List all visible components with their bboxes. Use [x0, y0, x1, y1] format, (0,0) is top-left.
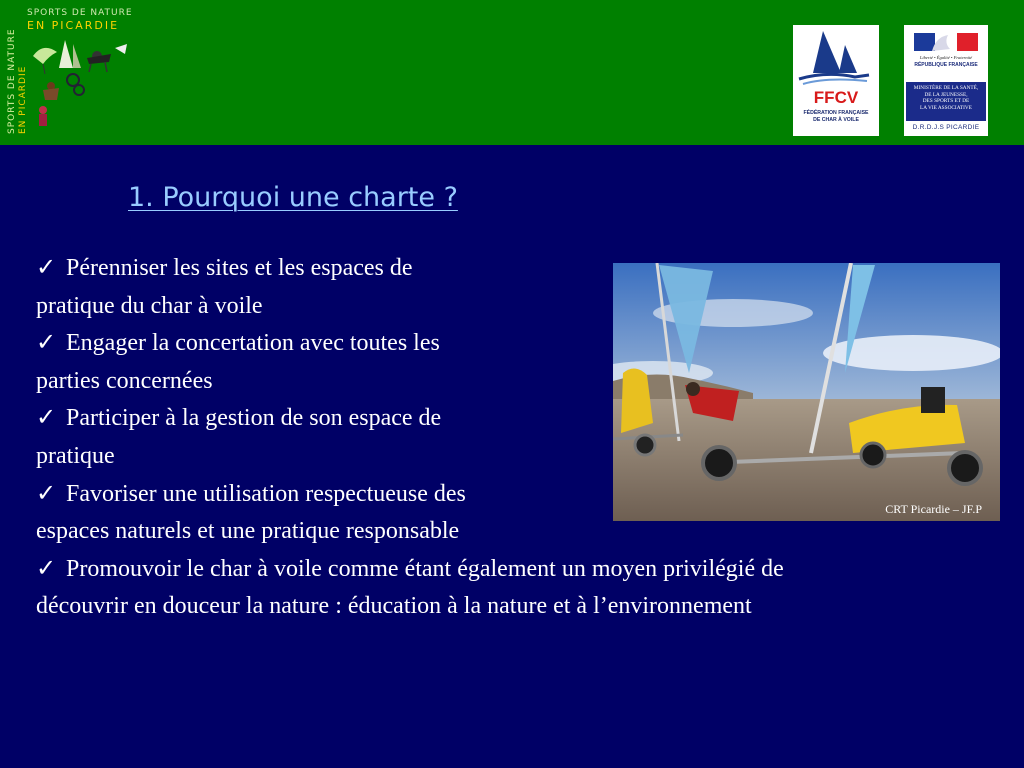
bullet-line	[36, 588, 784, 626]
ministry-logo	[904, 25, 988, 136]
checkmark-icon: ✓	[36, 480, 57, 507]
sports-nature-vertical-text	[7, 28, 29, 134]
sand-yachting-photo	[613, 263, 1000, 521]
bullet-text: découvrir en douceur la nature : éducation à la nature et à l’environnement	[36, 593, 752, 620]
bullet-text: Promouvoir le char à voile comme étant également un moyen privilégié de	[66, 555, 784, 582]
ministry-line: DE LA JEUNESSE,	[924, 91, 968, 98]
sports-nature-vertical-line2: EN PICARDIE	[18, 65, 28, 134]
ministry-footer: D.R.D.J.S PICARDIE	[912, 124, 980, 131]
ffcv-subtitle	[793, 110, 879, 123]
sports-nature-vertical-line1: SPORTS DE NATURE	[7, 28, 17, 134]
slide-title: 1. Pourquoi une charte ?	[128, 182, 458, 213]
bullet-line	[36, 551, 784, 589]
checkmark-icon: ✓	[36, 405, 57, 432]
ministry-motto: Liberté • Égalité • Fraternité	[919, 55, 973, 60]
checkmark-icon: ✓	[36, 555, 57, 582]
checkmark-icon: ✓	[36, 255, 57, 281]
ffcv-name: FFCV	[813, 88, 859, 107]
ministry-line: MINISTÈRE DE LA SANTÉ,	[913, 85, 979, 91]
sports-activities-icon	[29, 34, 133, 128]
bullet-text: Participer à la gestion de son espace de	[66, 405, 442, 432]
header-bar	[0, 0, 1024, 145]
ministry-name-box	[906, 82, 986, 121]
bullet-text: Favoriser une utilisation respectueuse des	[66, 480, 466, 507]
marianne-flag-icon	[914, 31, 978, 53]
ffcv-subtitle-line1: FÉDÉRATION FRANÇAISE	[803, 110, 869, 116]
bullet-text: pratique du char à voile	[36, 292, 263, 319]
bullet-text: Engager la concertation avec toutes les	[66, 330, 440, 357]
ministry-republic: RÉPUBLIQUE FRANÇAISE	[914, 62, 978, 68]
ministry-line: DES SPORTS ET DE	[922, 98, 970, 105]
sail-icon	[797, 29, 875, 89]
ffcv-subtitle-line2: DE CHAR À VOILE	[813, 116, 859, 123]
checkmark-icon: ✓	[36, 330, 57, 357]
ministry-line: LA VIE ASSOCIATIVE	[920, 104, 972, 111]
photo-credit: CRT Picardie – JF.P	[885, 502, 982, 516]
sports-nature-logo	[3, 8, 133, 134]
bullet-text: pratique	[36, 442, 115, 469]
photo-illustration	[613, 263, 1000, 521]
bullet-text: espaces naturels et une pratique responsable	[36, 518, 460, 545]
sports-nature-line2: EN PICARDIE	[27, 19, 120, 32]
ffcv-logo	[793, 25, 879, 136]
bullet-text: Pérenniser les sites et les espaces de	[66, 255, 413, 281]
bullet-text: parties concernées	[36, 367, 213, 394]
sports-nature-line1: SPORTS DE NATURE	[27, 8, 133, 18]
